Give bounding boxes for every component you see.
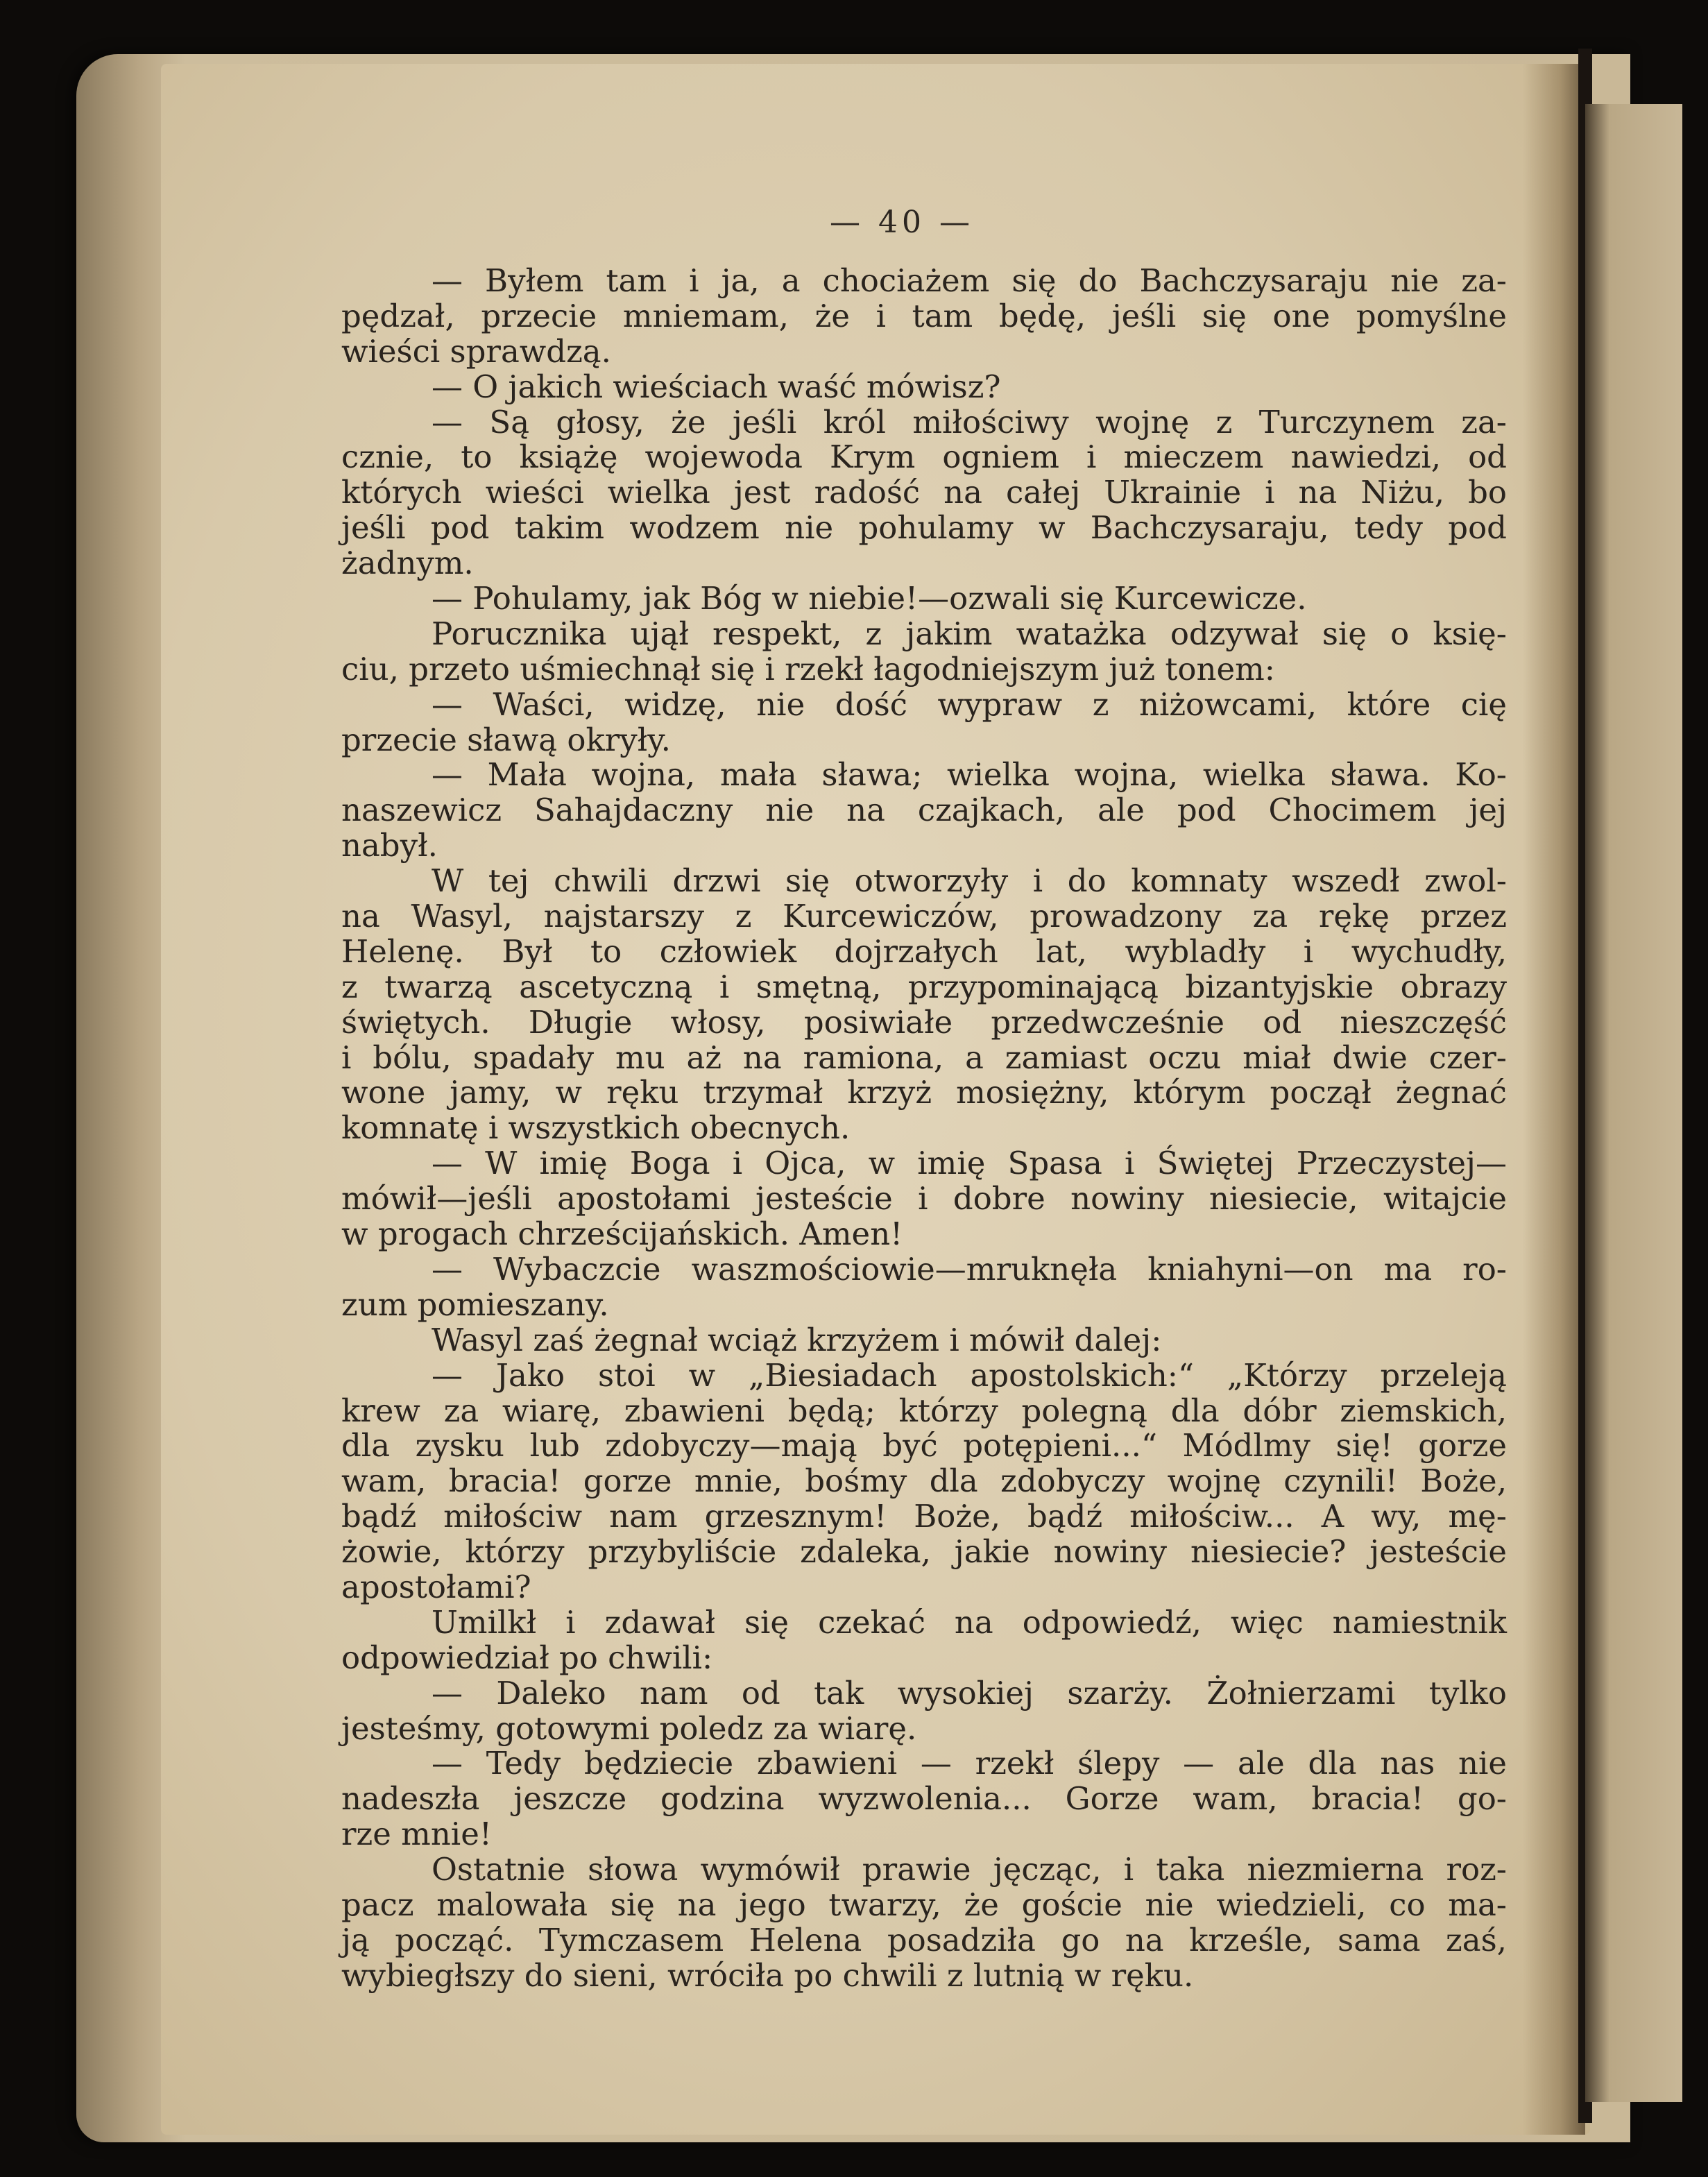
text-line: ciu, przeto uśmiechnął się i rzekł łagodniejszym już tonem:	[341, 650, 1275, 688]
text-line: ją począć. Tymczasem Helena posadziła go na krześle, sama zaś,	[341, 1921, 1507, 1958]
text-line: nabył.	[341, 827, 438, 864]
text-line: pędzał, przecie mniemam, że i tam będę, jeśli się one pomyślne	[341, 297, 1507, 334]
text-line: — Pohulamy, jak Bóg w niebie!—ozwali się Kurcewicze.	[432, 580, 1307, 617]
text-line: z twarzą ascetyczną i smętną, przypominającą bizantyjskie obrazy	[341, 968, 1507, 1005]
text-line: Wasyl zaś żegnał wciąż krzyżem i mówił dalej:	[432, 1321, 1162, 1358]
text-line: przecie sławą okryły.	[341, 721, 671, 758]
text-line: naszewicz Sahajdaczny nie na czajkach, ale pod Chocimem jej	[341, 792, 1507, 829]
text-line: krew za wiarę, zbawieni będą; którzy polegną dla dóbr ziemskich,	[341, 1392, 1507, 1429]
text-line: — Mała wojna, mała sława; wielka wojna, wielka sława. Ko-	[432, 756, 1507, 794]
text-line: Helenę. Był to człowiek dojrzałych lat, wybladły i wychudły,	[341, 932, 1507, 970]
text-line: mówił—jeśli apostołami jesteście i dobre nowiny niesiecie, witajcie	[341, 1180, 1507, 1218]
text-line: na Wasyl, najstarszy z Kurcewiczów, prowadzony za rękę przez	[341, 898, 1507, 935]
text-line: rze mnie!	[341, 1816, 492, 1853]
text-line: wam, bracia! gorze mnie, bośmy dla zdobyczy wojnę czynili! Boże,	[341, 1462, 1507, 1500]
text-line: i bólu, spadały mu aż na ramiona, a zamiast oczu miał dwie czer-	[341, 1039, 1507, 1076]
text-line: komnatę i wszystkich obecnych.	[341, 1109, 851, 1147]
text-line: odpowiedział po chwili:	[341, 1639, 713, 1676]
text-line: — Tedy będziecie zbawieni — rzekł ślepy — ale dla nas nie	[432, 1745, 1507, 1782]
text-line: Umilkł i zdawał się czekać na odpowiedź, więc namiestnik	[432, 1603, 1507, 1641]
text-line: — Są głosy, że jeśli król miłościwy wojnę z Turczynem za-	[432, 403, 1507, 441]
text-line: — Wybaczcie waszmościowie—mruknęła kniahyni—on ma ro-	[432, 1250, 1507, 1288]
text-line: bądź miłościw nam grzesznym! Boże, bądź miłościw... A wy, mę-	[341, 1498, 1507, 1535]
body-text	[341, 264, 1507, 1994]
text-line: — O jakich wieściach waść mówisz?	[432, 368, 1001, 405]
text-line: apostołami?	[341, 1568, 531, 1605]
text-line: świętych. Długie włosy, posiwiałe przedwcześnie od nieszczęść	[341, 1003, 1507, 1041]
text-line: dla zysku lub zdobyczy—mają być potępieni...“ Módlmy się! gorze	[341, 1427, 1507, 1465]
text-line: — Byłem tam i ja, a chociażem się do Bachczysaraju nie za-	[432, 262, 1507, 299]
text-line: zum pomieszany.	[341, 1286, 609, 1323]
text-line: w progach chrześcijańskich. Amen!	[341, 1215, 903, 1253]
text-line: — Jako stoi w „Biesiadach apostolskich:“ „Którzy przeleją	[432, 1356, 1507, 1394]
text-line: — Daleko nam od tak wysokiej szarży. Żołnierzami tylko	[432, 1674, 1507, 1711]
text-line: Ostatnie słowa wymówił prawie jęcząc, i taka niezmierna roz-	[432, 1851, 1507, 1888]
text-line: wieści sprawdzą.	[341, 332, 611, 370]
text-line: pacz malowała się na jego twarzy, że goście nie wiedzieli, co ma-	[341, 1886, 1507, 1923]
text-line: — Waści, widzę, nie dość wypraw z niżowcami, które cię	[432, 685, 1507, 723]
text-line: żowie, którzy przybyliście zdaleka, jakie nowiny niesiecie? jesteście	[341, 1533, 1507, 1571]
facing-page-edge	[1585, 104, 1682, 2102]
page-number: — 40 —	[830, 205, 974, 240]
text-line: wybiegłszy do sieni, wróciła po chwili z lutnią w ręku.	[341, 1956, 1194, 1994]
text-line: których wieści wielka jest radość na całej Ukrainie i na Niżu, bo	[341, 474, 1507, 511]
page-gutter-shadow	[1523, 64, 1585, 2135]
text-line: cznie, to książę wojewoda Krym ogniem i mieczem nawiedzi, od	[341, 438, 1507, 476]
text-line: wone jamy, w ręku trzymał krzyż mosiężny, którym począł żegnać	[341, 1074, 1507, 1111]
text-line: żadnym.	[341, 545, 474, 582]
text-line: jesteśmy, gotowymi poledz za wiarę.	[341, 1709, 917, 1747]
text-line: W tej chwili drzwi się otworzyły i do komnaty wszedł zwol-	[432, 862, 1507, 900]
text-line: — W imię Boga i Ojca, w imię Spasa i Świętej Przeczystej—	[432, 1145, 1507, 1182]
text-line: jeśli pod takim wodzem nie pohulamy w Bachczysaraju, tedy pod	[341, 509, 1507, 547]
text-line: nadeszła jeszcze godzina wyzwolenia... Gorze wam, bracia! go-	[341, 1780, 1507, 1818]
text-line: Porucznika ujął respekt, z jakim watażka odzywał się o księ-	[432, 615, 1507, 652]
